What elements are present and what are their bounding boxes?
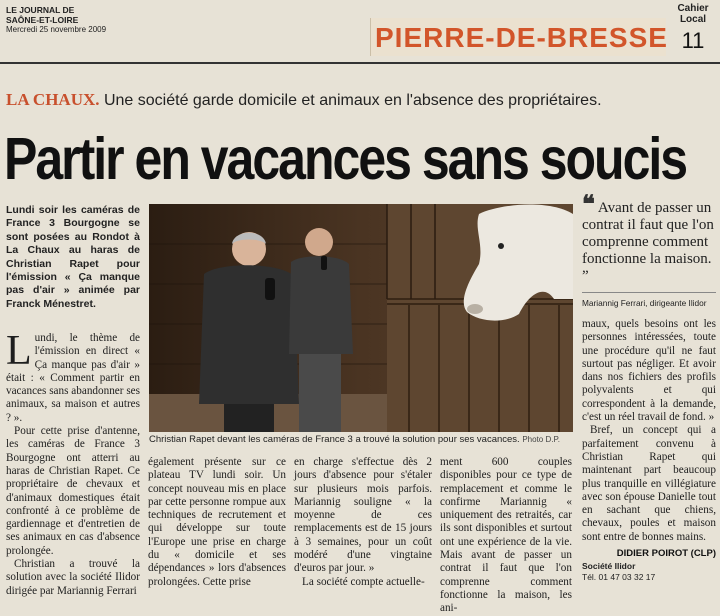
masthead-rule	[0, 62, 720, 64]
column-5-paragraph-1: maux, quels besoins ont les personnes intéressées, toute une procédure qu'il ne faut surtout pas négliger. Et avoir dans nos fichiers des profils polyvalents et qui correspondent à la demande, c'est un réel travail de fond. »	[582, 318, 716, 424]
cahier-line-1: Cahier	[677, 3, 709, 14]
journal-line-2: SAÔNE-ET-LOIRE	[6, 15, 79, 25]
kicker	[6, 90, 716, 110]
article-column-5	[582, 318, 716, 544]
cahier-label	[668, 3, 718, 25]
paragraph-2: Pour cette prise d'antenne, les caméras de France 3 Bourgogne ont atterri au haras de Christian Rapet. Ce propriétaire de chevaux et d'animaux domestiques était confronté à ce problème de gardiennage et d'entretien de ses animaux en cas d'absence prolongée.	[6, 425, 140, 557]
journal-line-1: LE JOURNAL DE	[6, 5, 75, 15]
page-number: 11	[681, 28, 705, 53]
lead-paragraph: Lundi soir les caméras de France 3 Bourgogne se sont posées au Rondot à La Chaux au haras de Christian Rapet pour l'émission « Ça manque pas d'air » animée par Franck Ménestret.	[6, 204, 140, 310]
column-3-paragraph-2: La société compte actuelle-	[302, 575, 425, 588]
column-3-paragraph-1: en charge s'effectue dès 2 jours d'absence pour s'étaler sur plusieurs mois parfois. Mariannig souligne « la moyenne de ces remplacements est de 15 jours à 3 semaines, pour un coût modéré d'une vingtaine d'euros par jour. »	[294, 456, 432, 575]
column-5-paragraph-2: Bref, un concept qui a parfaitement convenu à Christian Rapet qui maintenant part beaucoup plus tranquille en villégiature avec son épouse Danielle tout en sachant que chiens, chevaux, poules et maison sont entre de bonnes mains.	[582, 424, 716, 543]
photo-credit: Photo D.P.	[522, 435, 560, 444]
contact-company: Société Ilidor	[582, 561, 636, 571]
quote-attribution: Mariannig Ferrari, dirigeante Ilidor	[582, 298, 707, 308]
pull-quote	[582, 192, 716, 285]
article-column-2	[148, 456, 286, 589]
quote-text: Avant de passer un contrat il faut que l'on comprenne comment fonctionne la maison. ”	[582, 200, 714, 284]
newspaper-name	[6, 5, 128, 35]
contact-phone: Tél. 01 47 03 32 17	[582, 572, 656, 582]
contact-info	[582, 561, 716, 583]
paragraph-1-text: undi, le thème de l'émission en direct « Ça manque pas d'air » était : « Comment partir en vacances sans abandonner ses animaux, sa maison et autres ? ».	[6, 332, 140, 424]
column-4-text: ment 600 couples disponibles pour ce type de remplacement et comme le confirme Mariannig « uniquement des retraités, car ils sont disponibles et surtout ont une expérience de la vie. Mais avant de passer un contrat il faut que l'on comprenne comment fonctionne la maison, les ani-	[440, 456, 572, 615]
issue-date: Mercredi 25 novembre 2009	[6, 25, 107, 34]
byline-author: DIDIER POIROT (CLP)	[616, 548, 716, 559]
paragraph-1	[6, 328, 140, 425]
cahier-line-2: Local	[679, 14, 707, 25]
headline: Partir en vacances sans soucis	[4, 126, 687, 193]
quote-divider	[582, 292, 716, 293]
article-column-3	[294, 456, 432, 589]
kicker-place: LA CHAUX.	[6, 90, 100, 109]
horse-stable-photo	[149, 204, 573, 432]
quote-open-mark: ❝	[582, 192, 595, 218]
kicker-text: Une société garde domicile et animaux en l'absence des propriétaires.	[103, 92, 602, 109]
article-column-1	[6, 328, 140, 598]
photo-caption	[149, 434, 573, 445]
article-column-4	[440, 456, 572, 616]
article-photo	[149, 204, 573, 432]
caption-text: Christian Rapet devant les caméras de France 3 a trouvé la solution pour ses vacances.	[149, 434, 520, 445]
paragraph-3: Christian a trouvé la solution avec la société Ilidor dirigée par Mariannig Ferrari	[6, 558, 140, 597]
dropcap: L	[6, 328, 32, 374]
column-2-text: également présente sur ce plateau TV lundi soir. Un concept nouveau mis en place par cette personne rompue aux techniques de recrutement et qui développe sur toute l'Europe une prise en charge du « domicile et ses dépendances » lors d'absences prolongées. Cette prise	[148, 456, 286, 588]
section-title: PIERRE-DE-BRESSE	[375, 22, 668, 53]
